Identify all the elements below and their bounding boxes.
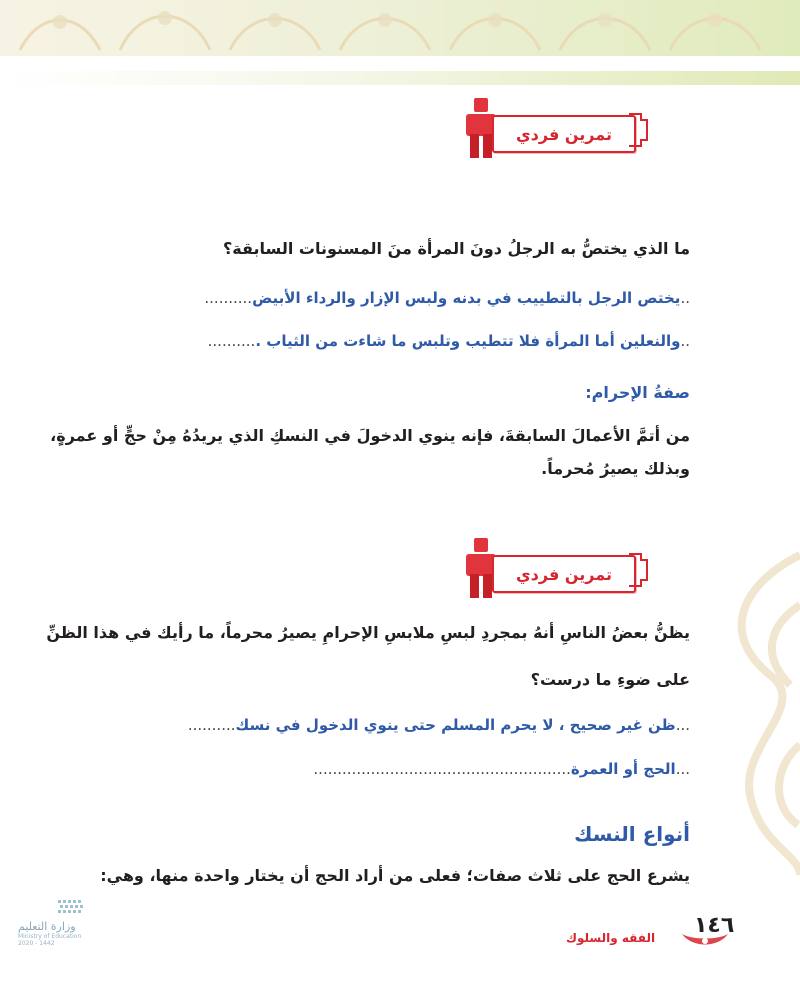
ministry-name-en: Ministry of Education: [18, 933, 82, 940]
answer-text: ظن غير صحيح ، لا يحرم المسلم حتى ينوي الدخول في نسك: [235, 716, 676, 734]
book-name: الفقه والسلوك: [566, 931, 656, 945]
ihram-text-line1: من أتمَّ الأعمالَ السابقةَ، فإنه ينوي الدخولَ في النسكِ الذي يريدُهُ مِنْ حجٍّ أو عمرةٍ،: [50, 426, 690, 445]
answer-text: الحج أو العمرة: [570, 760, 676, 778]
answer-dots: ......................................................: [313, 760, 571, 778]
answer-lead-dots: ..: [680, 289, 690, 307]
exercise-badge-1: [462, 98, 662, 162]
ihram-heading: صفةُ الإحرام:: [585, 383, 690, 402]
nusuk-intro-text: يشرع الحج على ثلاث صفات؛ فعلى من أراد الحج أن يختار واحدة منها، وهي:: [100, 866, 690, 885]
exercise-label-box: [492, 555, 636, 593]
ministry-year: 2020 - 1442: [18, 940, 55, 947]
ihram-text-line2: وبذلك يصيرُ مُحرماً.: [541, 459, 690, 478]
exercise-label-box: [492, 115, 636, 153]
answer-dots: ..........: [207, 332, 256, 350]
answer-dots: ..........: [204, 289, 253, 307]
header-decorative-band: [0, 0, 800, 56]
answer-lead-dots: ...: [675, 716, 690, 734]
exercise2-answer-line1[interactable]: [188, 716, 690, 734]
arabesque-pattern-icon: [0, 0, 800, 56]
ministry-logo-icon: [18, 900, 88, 916]
ministry-logo: [18, 900, 128, 947]
exercise-label: تمرين فردي: [516, 124, 612, 144]
exercise2-question-line1: يظنُّ بعضُ الناسِ أنهُ بمجردِ لبسِ ملابسِ الإحرامِ يصيرُ محرماً، ما رأيك في هذا الظنِّ: [46, 623, 690, 642]
header-stripe: [0, 71, 800, 85]
bracket-hook-icon: [627, 550, 651, 590]
page-ornament-icon: [680, 930, 730, 948]
bracket-hook-icon: [627, 110, 651, 150]
side-ornament-icon: [680, 545, 800, 875]
answer-dots: ..........: [187, 716, 236, 734]
answer-text: يختص الرجل بالتطييب في بدنه ولبس الإزار والرداء الأبيض: [252, 289, 681, 307]
exercise-badge-2: [462, 538, 662, 602]
nusuk-section-title: أنواع النسك: [574, 822, 690, 846]
answer-lead-dots: ..: [680, 332, 690, 350]
exercise-label: تمرين فردي: [516, 564, 612, 584]
exercise1-answer-line2[interactable]: [208, 332, 690, 350]
answer-lead-dots: ...: [675, 760, 690, 778]
exercise1-answer-line1[interactable]: [204, 289, 690, 307]
exercise1-question: ما الذي يختصُّ به الرجلُ دونَ المرأة منَ المسنونات السابقة؟: [223, 239, 690, 258]
exercise2-answer-line2[interactable]: [313, 760, 690, 778]
page-number: ١٤٦: [694, 913, 735, 938]
answer-text: والنعلين أما المرأة فلا تتطيب وتلبس ما شاءت من الثياب .: [255, 332, 681, 350]
ministry-name: وزارة التعليم: [18, 920, 76, 933]
exercise2-question-line2: على ضوءِ ما درست؟: [530, 670, 690, 689]
